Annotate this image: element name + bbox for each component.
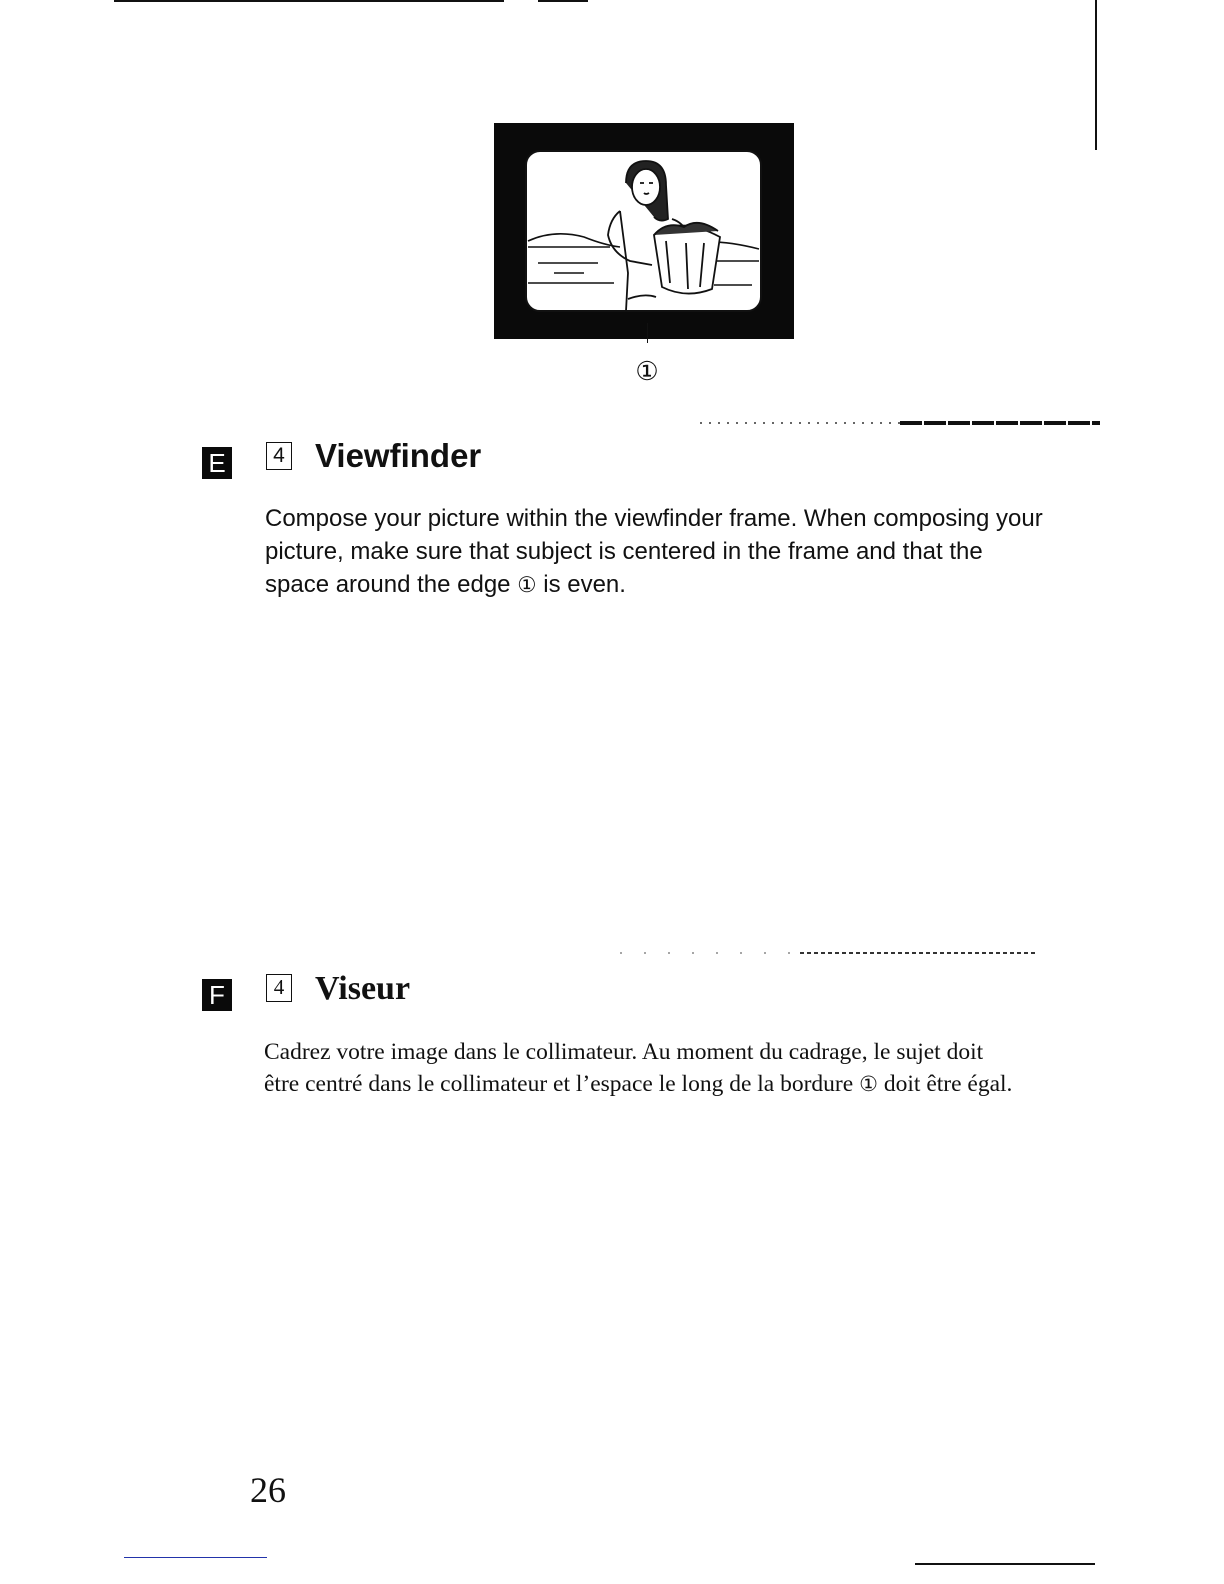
english-heading: Viewfinder (315, 437, 482, 474)
french-step-number: 4 (266, 974, 292, 1002)
top-rule-right (538, 0, 588, 2)
english-section-rule (600, 419, 1100, 427)
basket-drawing (654, 223, 720, 294)
english-body-text-end: is even. (543, 571, 626, 598)
edge-callout-number: ① (635, 357, 659, 387)
french-body-text (264, 1036, 1024, 1100)
french-body-text-end: doit être égal. (883, 1071, 1013, 1097)
page-number: 26 (250, 1470, 286, 1510)
bottom-rule-right (915, 1563, 1095, 1565)
top-rule-left (114, 0, 504, 2)
english-body-text-main: Compose your picture within the viewfinder frame. When composing your picture, make sure that subject is centered in the frame and that the space around the edge (265, 505, 1043, 598)
french-edge-reference: ① (859, 1071, 879, 1096)
french-section-marker: F (202, 979, 232, 1011)
english-step-number: 4 (266, 442, 292, 470)
english-edge-reference: ① (517, 573, 537, 598)
french-body-text-main: Cadrez votre image dans le collimateur. Au moment du cadrage, le sujet doit être centré dans le collimateur et l’espace le long de la bordure (264, 1039, 984, 1097)
callout-leader-line (647, 323, 648, 343)
english-section-marker: E (202, 447, 232, 479)
viewfinder-illustration (494, 123, 794, 339)
bottom-rule-left (124, 1557, 267, 1558)
right-margin-line (1095, 0, 1097, 150)
french-section-rule (620, 950, 1040, 956)
french-heading: Viseur (315, 970, 411, 1007)
english-body-text (265, 502, 1045, 602)
